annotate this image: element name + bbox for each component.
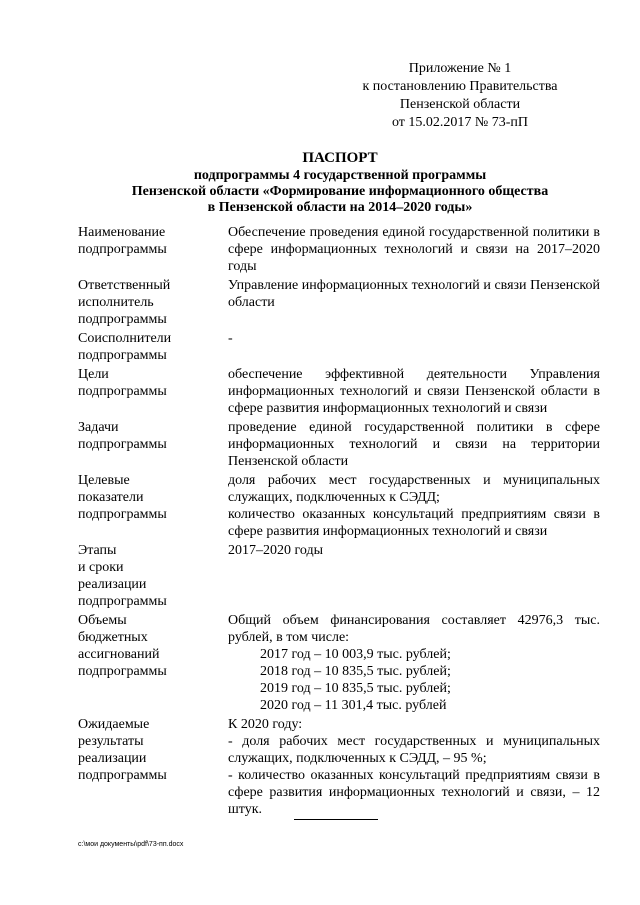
value-line: доля рабочих мест государственных и муниципальных служащих, подключенных к СЭДД;: [228, 473, 600, 505]
funding-year-line: 2017 год – 10 003,9 тыс. рублей;: [260, 647, 451, 662]
row-value: Управление информационных технологий и связи Пензенской области: [228, 278, 600, 310]
table-row: [78, 277, 600, 328]
row-value: проведение единой государственной политики в сфере информационных технологий и связи на территории Пензенской области: [228, 420, 600, 469]
table-row: [78, 612, 600, 714]
row-value: [228, 472, 600, 540]
document-title: [90, 148, 590, 216]
value-line: - доля рабочих мест государственных и муниципальных служащих, подключенных к СЭДД, – 95 %;: [228, 734, 600, 766]
row-label: Целевые показатели подпрограммы: [78, 473, 167, 522]
value-line: К 2020 году:: [228, 717, 303, 732]
title-line: подпрограммы 4 государственной программы: [193, 168, 487, 183]
title-passport: ПАСПОРТ: [302, 150, 378, 166]
row-label: Объемы бюджетных ассигнований подпрограммы: [78, 613, 167, 679]
row-value: [228, 716, 600, 818]
row-label: Ожидаемые результаты реализации подпрограммы: [78, 717, 167, 783]
table-row: [78, 542, 600, 610]
row-label: Соисполнители подпрограммы: [78, 331, 172, 363]
row-value: 2017–2020 годы: [228, 543, 324, 558]
footer-file-path: c:\мои документы\pdf\73-пп.docx: [78, 841, 184, 848]
table-row: [78, 472, 600, 540]
funding-year-line: 2019 год – 10 835,5 тыс. рублей;: [260, 681, 451, 696]
row-value: -: [228, 331, 233, 346]
row-value: обеспечение эффективной деятельности Управления информационных технологий и связи Пензенской области в сфере развития информационных технологий и связи: [228, 367, 600, 416]
value-line: количество оказанных консультаций предприятиям связи в сфере развития информационных технологий и связи: [228, 507, 600, 539]
closing-rule: [294, 819, 378, 820]
row-value: Обеспечение проведения единой государственной политики в сфере информационных технологий и связи на 2017–2020 годы: [228, 225, 600, 274]
table-row: [78, 224, 600, 275]
funding-year-line: 2018 год – 10 835,5 тыс. рублей;: [260, 664, 451, 679]
row-label: Ответственный исполнитель подпрограммы: [78, 278, 171, 327]
value-line: Общий объем финансирования составляет 42976,3 тыс. рублей, в том числе:: [228, 613, 600, 645]
table-row: [78, 366, 600, 417]
title-line: Пензенской области «Формирование информационного общества: [131, 184, 549, 199]
row-label: Задачи подпрограммы: [78, 420, 167, 452]
row-label: Наименование подпрограммы: [78, 225, 167, 257]
appendix-line: от 15.02.2017 № 73-пП: [391, 115, 529, 130]
appendix-line: Пензенской области: [399, 97, 521, 112]
table-row: [78, 419, 600, 470]
table-row: [78, 330, 600, 364]
table-row: [78, 716, 600, 818]
row-value: [228, 612, 600, 714]
appendix-line: Приложение № 1: [408, 61, 512, 76]
funding-year-line: 2020 год – 11 301,4 тыс. рублей: [260, 698, 447, 713]
title-line: в Пензенской области на 2014–2020 годы»: [207, 200, 473, 215]
appendix-line: к постановлению Правительства: [362, 79, 558, 94]
appendix-header: [360, 60, 560, 132]
passport-table: [78, 224, 600, 820]
value-line: - количество оказанных консультаций предприятиям связи в сфере развития информационных технологий и связи, – 12 штук.: [228, 768, 600, 817]
row-label: Этапы и сроки реализации подпрограммы: [78, 543, 167, 609]
row-label: Цели подпрограммы: [78, 367, 167, 399]
